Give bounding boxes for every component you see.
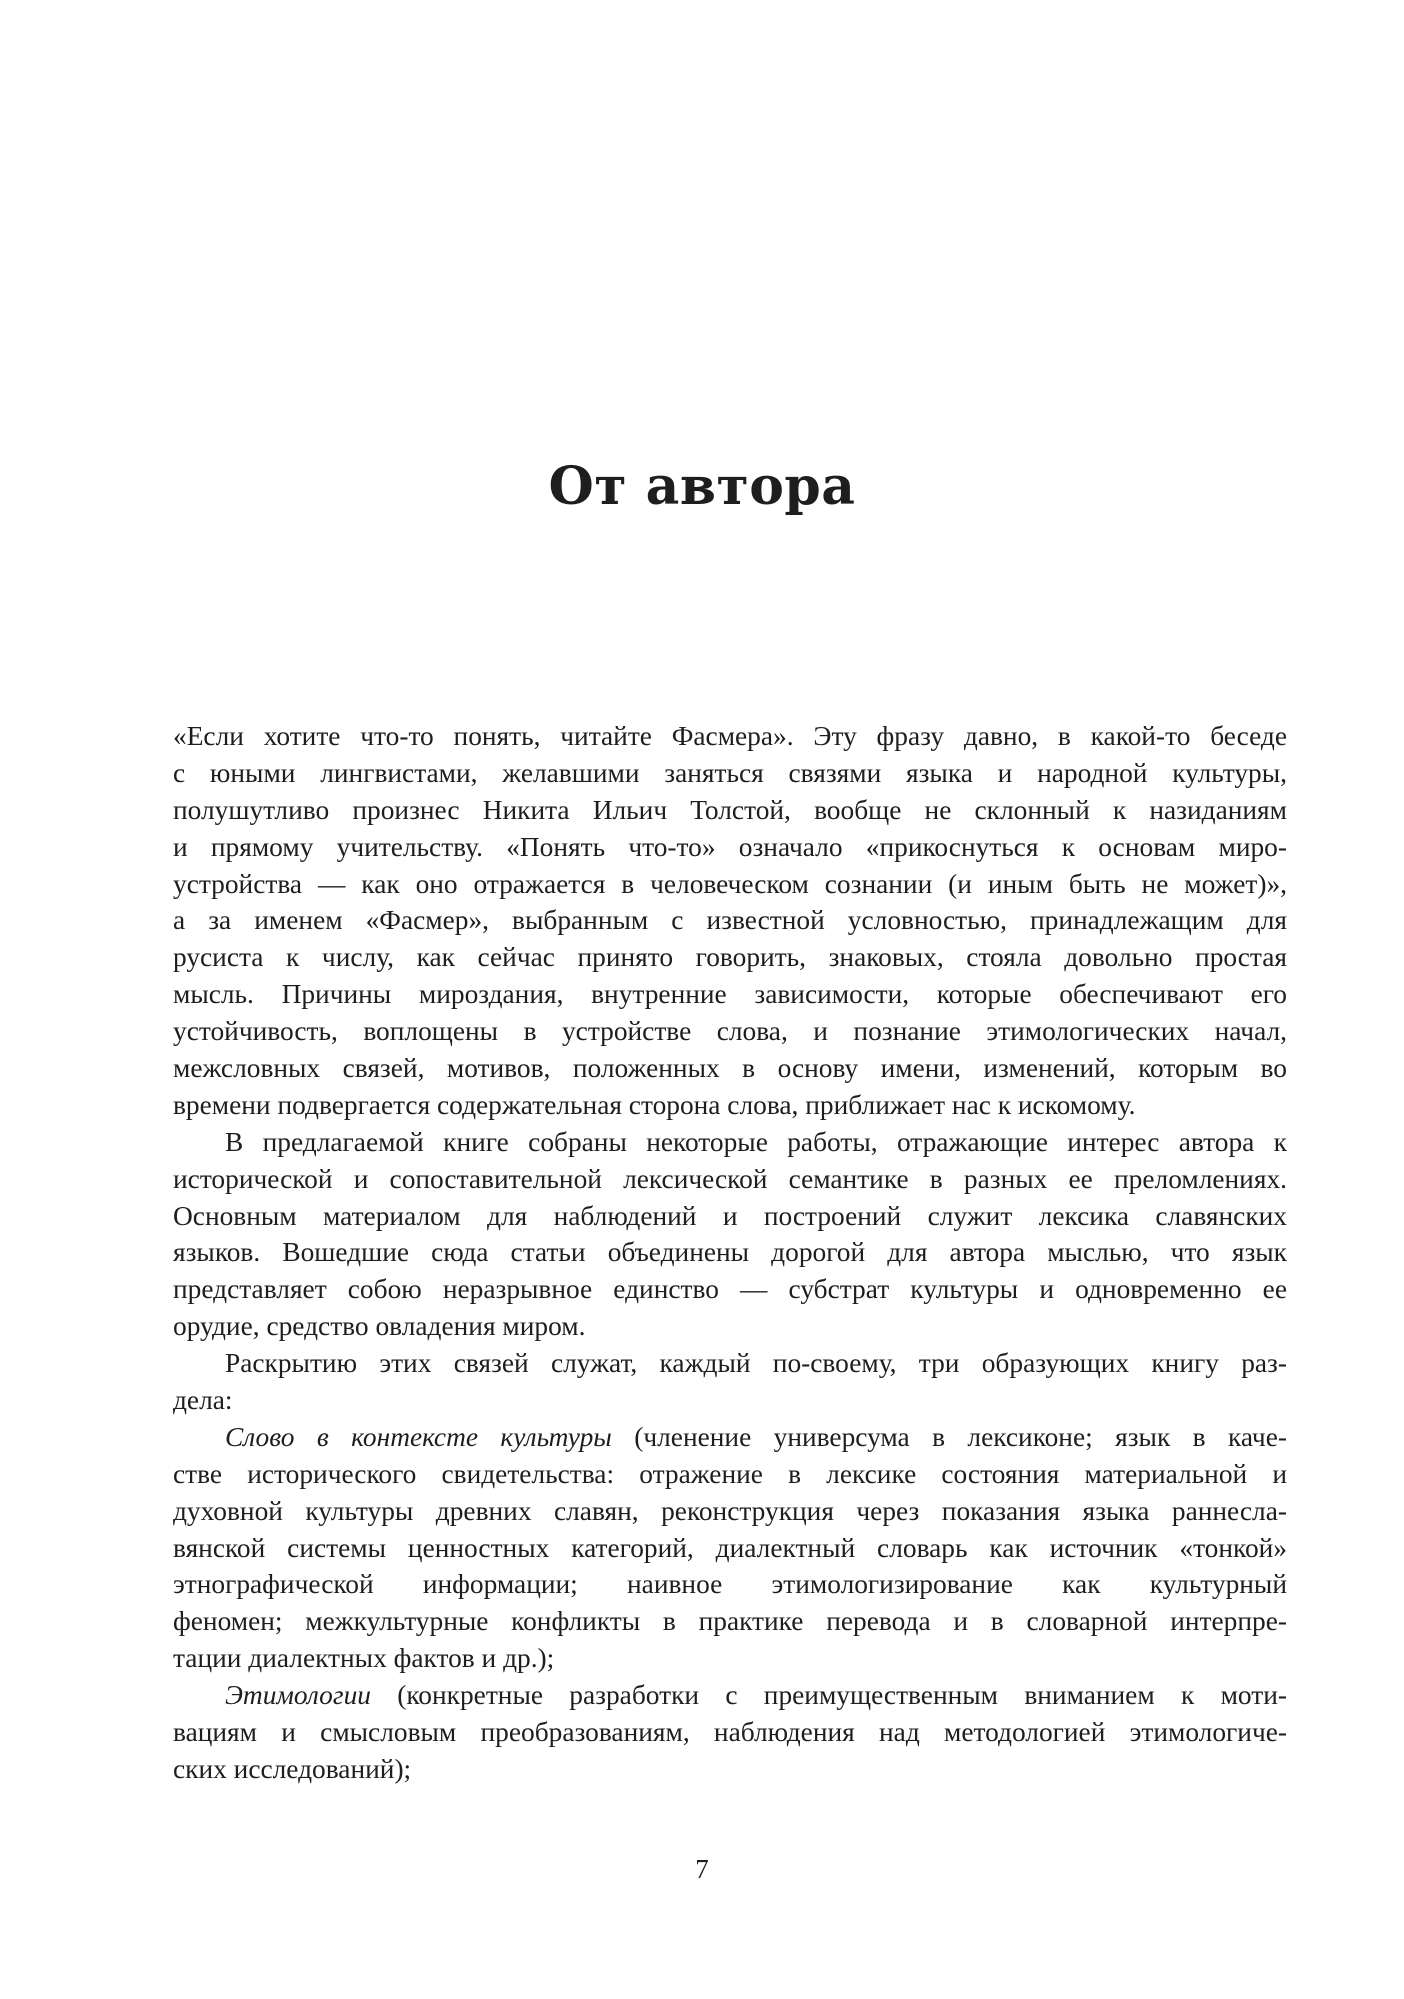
text-line: феномен; межкультурные конфликты в практике перевода и в словарной интерпре- — [173, 1606, 1287, 1637]
page-title: От автора — [548, 456, 856, 517]
text-line: языков. Вошедшие сюда статьи объединены дорогой для автора мыслью, что язык — [173, 1237, 1287, 1268]
text-line: межсловных связей, мотивов, положенных в основу имени, изменений, которым во — [173, 1053, 1287, 1084]
text-line: полушутливо произнес Никита Ильич Толстой, вообще не склонный к назиданиям — [173, 794, 1287, 825]
section-title-italic: Слово в контексте культуры — [225, 1421, 612, 1452]
text-line: Раскрытию этих связей служат, каждый по-своему, три образующих книгу раз- — [225, 1348, 1287, 1379]
text-line: исторической и сопоставительной лексической семантике в разных ее преломлениях. — [173, 1163, 1287, 1194]
text-fragment: (членение универсума в лексиконе; язык в каче- — [611, 1421, 1287, 1452]
text-line: дела: — [173, 1385, 233, 1416]
text-line: этнографической информации; наивное этимологизирование как культурный — [173, 1569, 1287, 1600]
text-line: мысль. Причины мироздания, внутренние зависимости, которые обеспечивают его — [173, 979, 1287, 1010]
text-line: «Если хотите что-то понять, читайте Фасмера». Эту фразу давно, в какой-то беседе — [173, 721, 1287, 751]
text-line: и прямому учительству. «Понять что-то» означало «прикоснуться к основам миро- — [173, 831, 1287, 862]
text-line: орудие, средство овладения миром. — [173, 1311, 586, 1342]
text-line: В предлагаемой книге собраны некоторые работы, отражающие интерес автора к — [225, 1126, 1287, 1157]
text-line: ских исследований); — [173, 1753, 412, 1784]
page-number: 7 — [695, 1854, 709, 1884]
text-line: вациям и смысловым преобразованиям, наблюдения над методологией этимологиче- — [173, 1717, 1287, 1748]
body-text — [173, 718, 1287, 1788]
text-line: русиста к числу, как сейчас принято говорить, знаковых, стояла довольно простая — [173, 942, 1287, 973]
text-line: представляет собою неразрывное единство — субстрат культуры и одновременно ее — [173, 1274, 1287, 1305]
text-line: стве исторического свидетельства: отражение в лексике состояния материальной и — [173, 1458, 1287, 1489]
text-line: тации диалектных фактов и др.); — [173, 1643, 555, 1674]
text-line: Основным материалом для наблюдений и построений служит лексика славянских — [173, 1200, 1287, 1231]
text-line — [173, 1677, 1287, 1714]
text-line: духовной культуры древних славян, реконструкция через показания языка раннесла- — [173, 1495, 1287, 1526]
text-fragment: (конкретные разработки с преимущественным вниманием к моти- — [370, 1680, 1287, 1711]
text-line: устройства — как оно отражается в человеческом сознании (и иным быть не может)», — [173, 868, 1287, 899]
text-line: с юными лингвистами, желавшими заняться связями языка и народной культуры, — [173, 757, 1287, 788]
text-line — [173, 1419, 1287, 1456]
text-line: а за именем «Фасмер», выбранным с известной условностью, принадлежащим для — [173, 905, 1287, 936]
text-line: устойчивость, воплощены в устройстве слова, и познание этимологических начал, — [173, 1016, 1287, 1047]
text-line: времени подвергается содержательная сторона слова, приближает нас к искомому. — [173, 1089, 1136, 1120]
text-line: вянской системы ценностных категорий, диалектный словарь как источник «тонкой» — [173, 1532, 1287, 1563]
section-title-italic: Этимологии — [225, 1680, 371, 1711]
